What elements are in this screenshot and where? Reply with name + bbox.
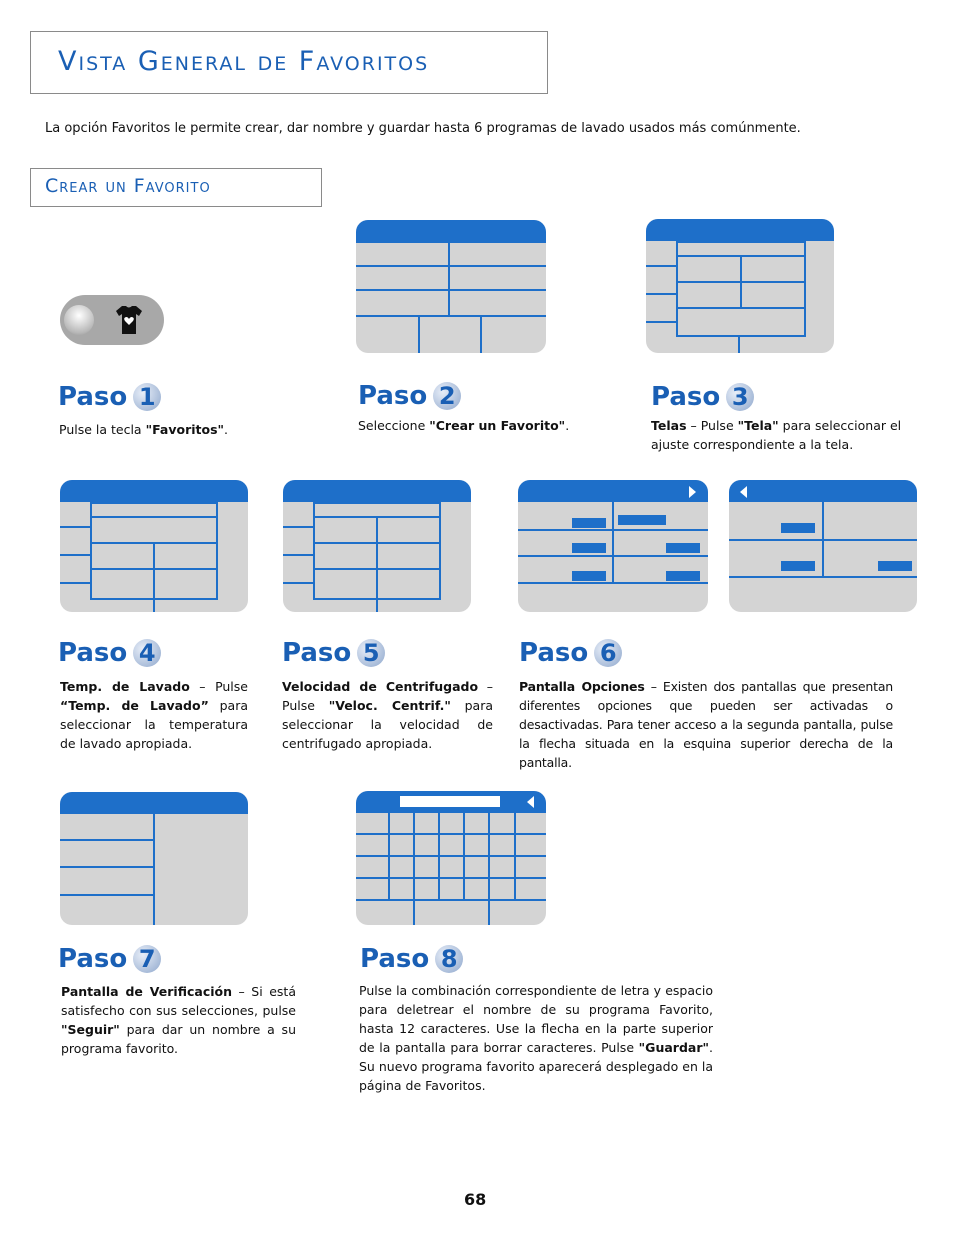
step-1-text: Pulse la tecla "Favoritos". xyxy=(59,422,229,437)
intro-text: La opción Favoritos le permite crear, dar nombre y guardar hasta 6 programas de lavado usados más comúnmente. xyxy=(45,121,801,136)
section-title: Crear un Favorito xyxy=(45,175,211,197)
sphere-icon xyxy=(64,305,94,335)
page-title: Vista General de Favoritos xyxy=(58,46,430,77)
shirt-heart-icon xyxy=(112,303,146,337)
step-6-heading: Paso 6 xyxy=(519,638,622,668)
step-4-text: Temp. de Lavado – Pulse “Temp. de Lavado” para seleccionar la temperatura de lavado apropiada. xyxy=(60,679,248,751)
name-entry-field xyxy=(400,796,500,807)
screen-step-7 xyxy=(60,792,248,925)
step-1-heading: Paso 1 xyxy=(58,382,161,412)
screen-step-3 xyxy=(646,219,834,353)
arrow-right-icon[interactable] xyxy=(689,486,696,498)
screen-step-6-page-1 xyxy=(518,480,708,612)
step-7-heading: Paso 7 xyxy=(58,944,161,974)
step-5-text: Velocidad de Centrifugado – Pulse "Veloc. Centrif." para seleccionar la velocidad de centrifugado apropiada. xyxy=(282,679,494,751)
step-8-text: Pulse la combinación correspondiente de letra y espacio para deletrear el nombre de su programa Favorito, hasta 12 caracteres. Use la flecha en la parte superior de la pantalla para borrar caracteres. Pulse "Guardar". Su nuevo programa favorito aparecerá desplegado en la página de Favoritos. xyxy=(359,983,713,1093)
step-6-text: Pantalla Opciones – Existen dos pantallas que presentan diferentes opciones que pueden ser activadas o desactivadas. Para tener acceso a la segunda pantalla, pulse la flecha situada en la esquina superior derecha de la pantalla. xyxy=(519,679,893,770)
step-8-heading: Paso 8 xyxy=(360,944,463,974)
backspace-arrow-icon[interactable] xyxy=(527,796,534,808)
screen-step-5 xyxy=(283,480,471,612)
step-4-heading: Paso 4 xyxy=(58,638,161,668)
favorites-button[interactable] xyxy=(60,295,164,345)
screen-step-8-keyboard xyxy=(356,791,546,925)
step-2-text: Seleccione "Crear un Favorito". xyxy=(358,418,570,433)
step-3-text: Telas – Pulse "Tela" para seleccionar el ajuste correspondiente a la tela. xyxy=(651,418,902,452)
step-5-heading: Paso 5 xyxy=(282,638,385,668)
screen-step-6-page-2 xyxy=(729,480,917,612)
step-7-text: Pantalla de Verificación – Si está satisfecho con sus selecciones, pulse "Seguir" para dar un nombre a su programa favorito. xyxy=(61,984,296,1056)
screen-step-4 xyxy=(60,480,248,612)
step-2-heading: Paso 2 xyxy=(358,381,461,411)
page-number: 68 xyxy=(464,1190,487,1209)
arrow-left-icon[interactable] xyxy=(740,486,747,498)
screen-step-2 xyxy=(356,220,546,353)
step-3-heading: Paso 3 xyxy=(651,382,754,412)
